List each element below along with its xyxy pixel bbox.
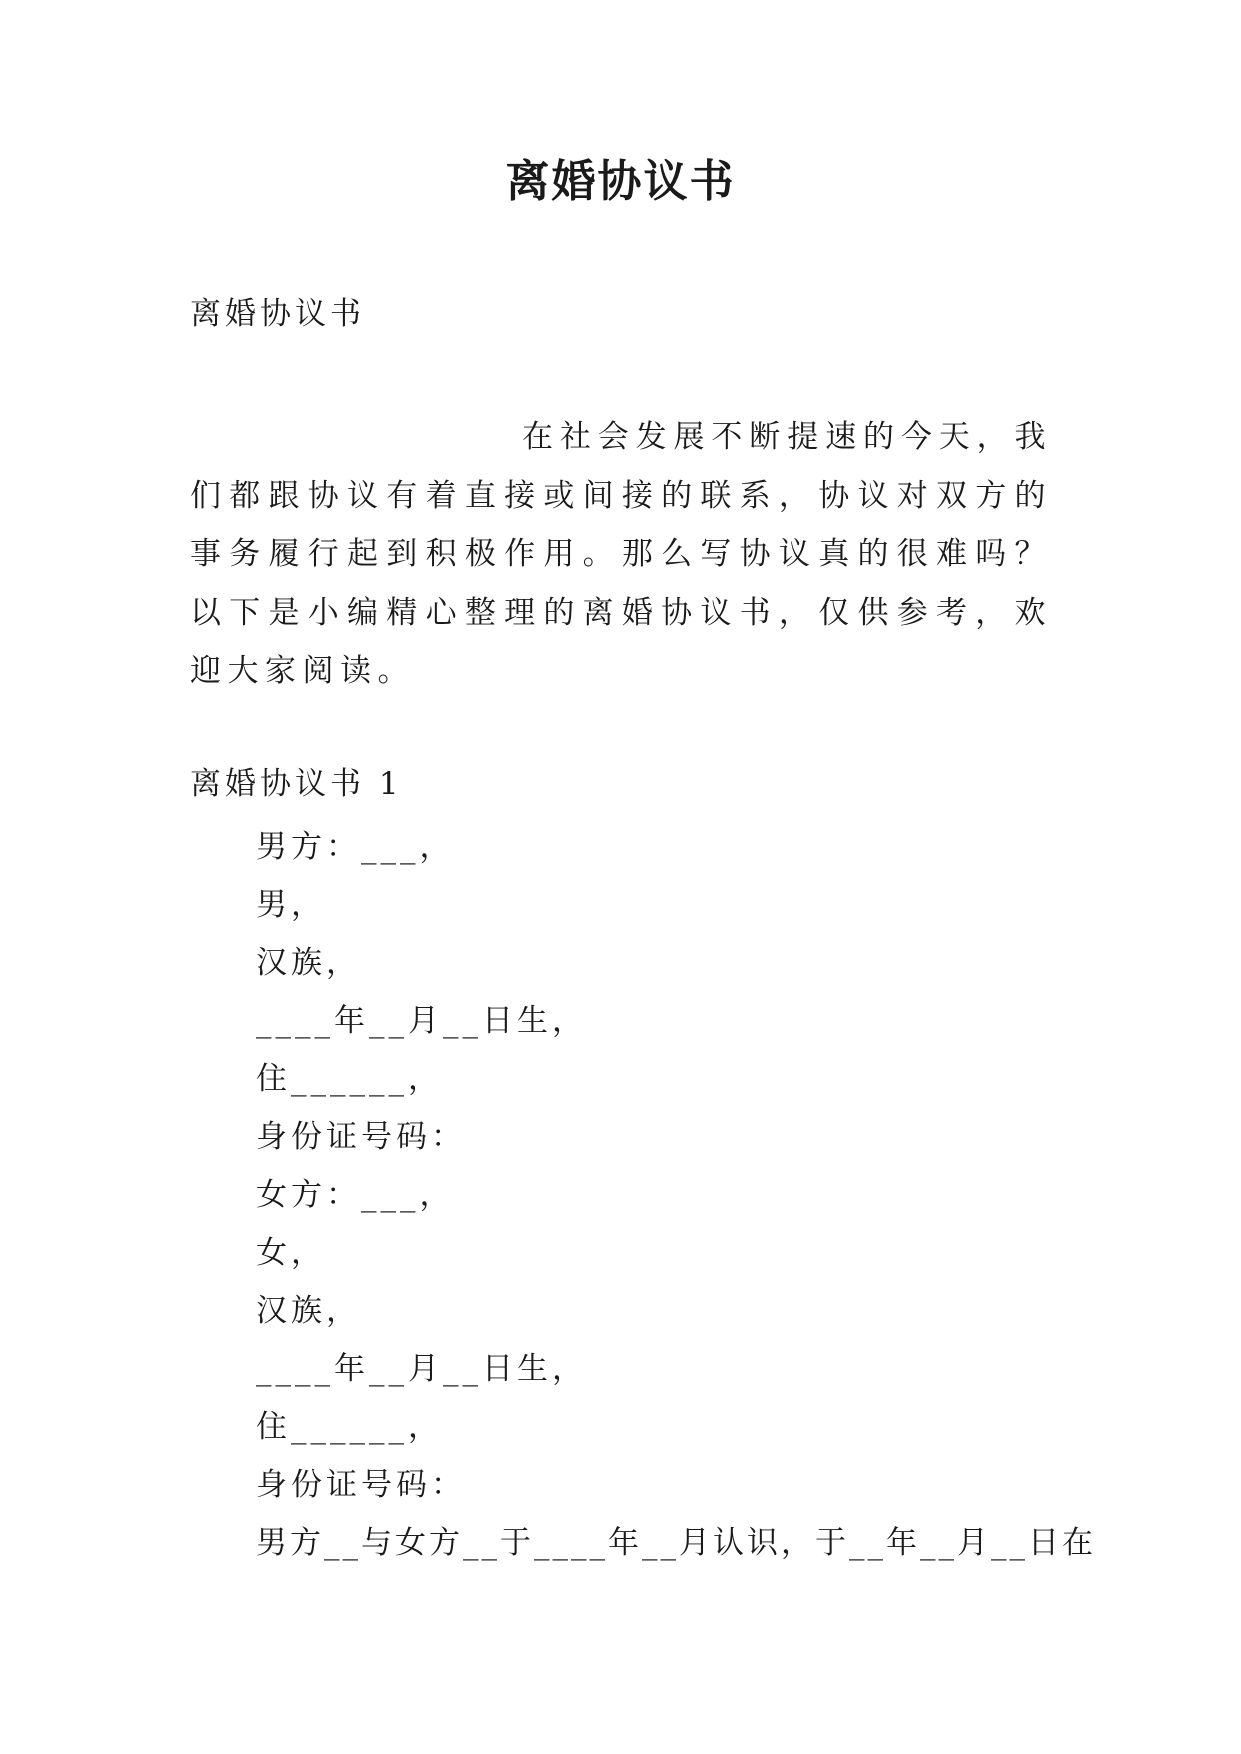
line-female-id-number: 身份证号码： [256, 1467, 466, 1503]
line-acquaintance: 男方__与女方__于____年__月认识，于__年__月__日在 [256, 1525, 1096, 1561]
line-male-id-number: 身份证号码： [256, 1119, 466, 1155]
line-female-address: 住______， [256, 1409, 443, 1445]
line-male-address: 住______， [256, 1061, 443, 1097]
agreement-lines [256, 818, 1096, 1572]
line-female-gender: 女， [256, 1235, 326, 1271]
line-male-ethnicity: 汉族， [256, 945, 361, 981]
line-male-birthdate: ____年__月__日生， [256, 1003, 587, 1039]
document-subtitle: 离婚协议书 [190, 296, 365, 332]
section-heading: 离婚协议书 1 [190, 766, 403, 802]
line-male-gender: 男， [256, 887, 326, 923]
line-female-party: 女方：___， [256, 1177, 455, 1213]
intro-paragraph: 在社会发展不断提速的今天，我们都跟协议有着直接或间接的联系，协议对双方的事务履行起到积极作用。那么写协议真的很难吗？以下是小编精心整理的离婚协议书，仅供参考，欢迎大家阅读。 [190, 419, 1052, 689]
line-male-party: 男方：___， [256, 829, 455, 865]
line-female-birthdate: ____年__月__日生， [256, 1351, 587, 1387]
document-title: 离婚协议书 [505, 156, 736, 207]
line-female-ethnicity: 汉族， [256, 1293, 361, 1329]
